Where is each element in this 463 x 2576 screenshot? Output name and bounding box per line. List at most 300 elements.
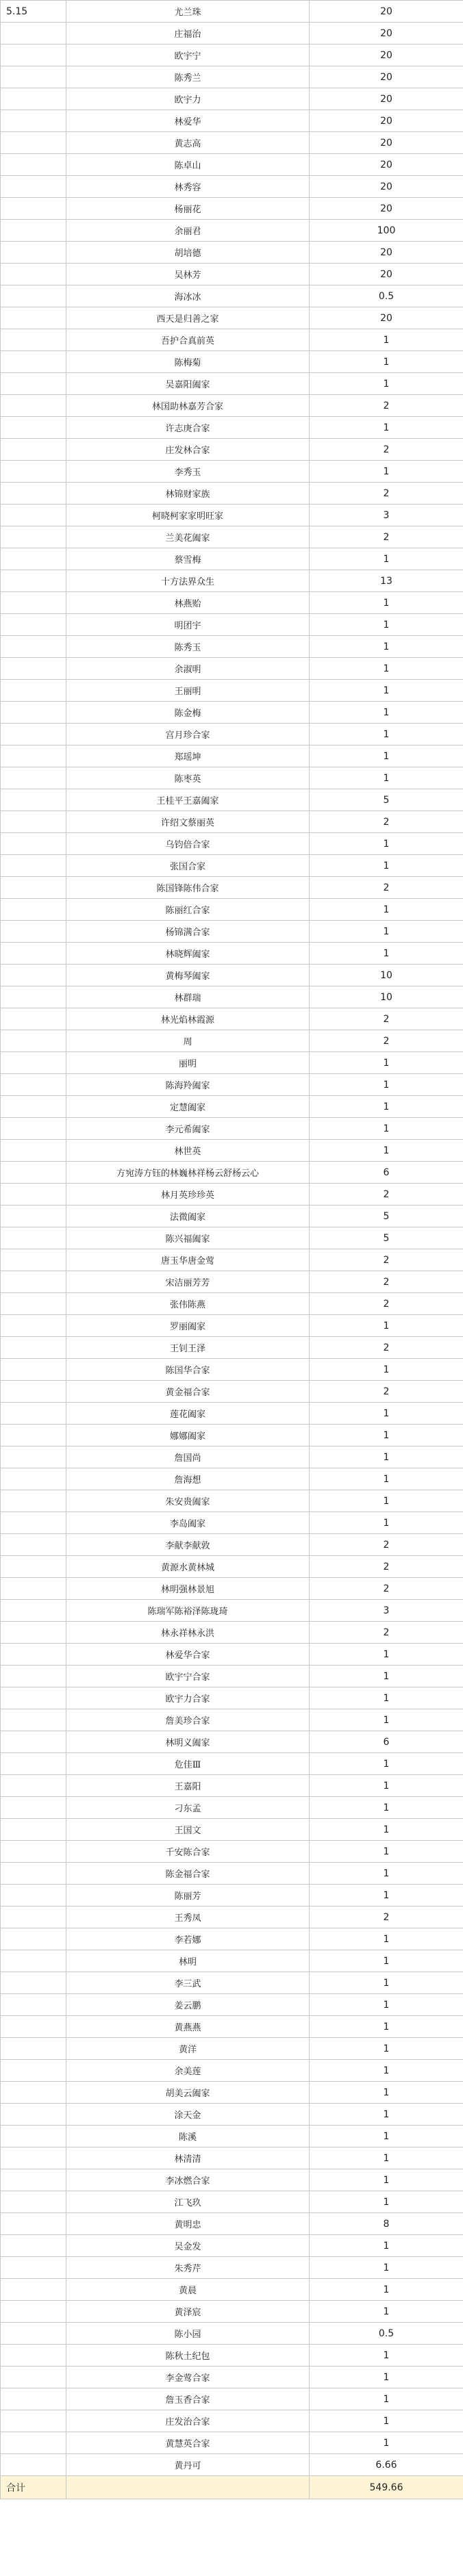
row-date-cell [1,1731,66,1753]
table-row [1,1381,463,1403]
table-row [1,1,463,23]
amount-cell: 2 [310,483,463,505]
table-row [1,877,463,899]
row-date-cell [1,2301,66,2323]
amount-cell: 20 [310,66,463,88]
donor-name-cell: 朱秀芹 [66,2257,310,2279]
amount-cell: 1 [310,1666,463,1687]
donor-name-cell: 陈小园 [66,2323,310,2345]
donor-name-cell: 詹美珍合家 [66,1709,310,1731]
donor-name-cell: 刁东孟 [66,1797,310,1819]
row-date-cell [1,1928,66,1950]
donor-name-cell: 胡美云阖家 [66,2082,310,2104]
donor-name-cell: 林世英 [66,1140,310,1162]
table-row [1,2038,463,2060]
amount-cell: 1 [310,1950,463,1972]
row-date-cell [1,44,66,66]
row-date-cell [1,811,66,833]
amount-cell: 2 [310,1008,463,1030]
amount-cell: 1 [310,2191,463,2213]
row-date-cell [1,154,66,176]
donor-name-cell: 尤兰珠 [66,1,310,23]
amount-cell: 20 [310,198,463,220]
amount-cell: 1 [310,1425,463,1446]
amount-cell: 20 [310,132,463,154]
row-date-cell [1,1534,66,1556]
row-date-cell [1,23,66,44]
amount-cell: 5 [310,1227,463,1249]
table-row [1,899,463,921]
row-date-cell [1,2257,66,2279]
row-date-cell: 5.15 [1,1,66,23]
donor-name-cell: 黄梅琴阖家 [66,965,310,986]
row-date-cell [1,1118,66,1140]
row-date-cell [1,483,66,505]
table-row [1,614,463,636]
amount-cell: 2 [310,1622,463,1644]
row-date-cell [1,877,66,899]
table-row [1,1096,463,1118]
table-row [1,373,463,395]
amount-cell: 1 [310,2410,463,2432]
amount-cell: 1 [310,1972,463,1994]
table-row [1,1731,463,1753]
donor-name-cell: 陈枣英 [66,767,310,789]
donor-name-cell: 林明 [66,1950,310,1972]
row-date-cell [1,2082,66,2104]
amount-cell: 20 [310,23,463,44]
table-row [1,1184,463,1206]
table-row [1,154,463,176]
table-row [1,1556,463,1578]
amount-cell: 2 [310,439,463,461]
donor-name-cell: 欧宇宁 [66,44,310,66]
amount-cell: 1 [310,2038,463,2060]
donor-name-cell: 林明强林景旭 [66,1578,310,1600]
row-date-cell [1,1600,66,1622]
amount-cell: 13 [310,570,463,592]
row-date-cell [1,2323,66,2345]
donor-name-cell: 欧宇宁合家 [66,1666,310,1687]
donor-name-cell: 林群瑞 [66,986,310,1008]
row-date-cell [1,264,66,285]
amount-cell: 1 [310,921,463,943]
amount-cell: 6 [310,1162,463,1184]
row-date-cell [1,570,66,592]
row-date-cell [1,2038,66,2060]
amount-cell: 20 [310,264,463,285]
amount-cell: 1 [310,1797,463,1819]
table-row [1,2235,463,2257]
row-date-cell [1,899,66,921]
table-row [1,2301,463,2323]
row-date-cell [1,110,66,132]
table-row [1,2279,463,2301]
table-row [1,2191,463,2213]
table-row [1,1841,463,1863]
table-row [1,1206,463,1227]
donor-name-cell: 李金莺合家 [66,2367,310,2388]
donor-name-cell: 詹国尚 [66,1446,310,1468]
donor-name-cell: 黄泽宸 [66,2301,310,2323]
donor-name-cell: 王钊王泽 [66,1337,310,1359]
table-row [1,986,463,1008]
row-date-cell [1,417,66,439]
donor-name-cell: 陈金福合家 [66,1863,310,1885]
donor-name-cell: 黄洋 [66,2038,310,2060]
amount-cell: 5 [310,1206,463,1227]
donor-name-cell: 张国合家 [66,855,310,877]
table-row [1,767,463,789]
amount-cell: 1 [310,1709,463,1731]
amount-cell: 1 [310,1863,463,1885]
table-row [1,1249,463,1271]
donor-name-cell: 西天是归善之家 [66,307,310,329]
row-date-cell [1,1753,66,1775]
donor-name-cell: 林锦财家族 [66,483,310,505]
table-row [1,1425,463,1446]
amount-cell: 5 [310,789,463,811]
table-row [1,1972,463,1994]
table-row [1,745,463,767]
donor-name-cell: 杨锦满合家 [66,921,310,943]
donor-name-cell: 陈秀兰 [66,66,310,88]
row-date-cell [1,1206,66,1227]
amount-cell: 1 [310,724,463,745]
amount-cell: 1 [310,2388,463,2410]
donor-name-cell: 十方法界众生 [66,570,310,592]
table-row [1,1315,463,1337]
table-row [1,505,463,526]
row-date-cell [1,680,66,702]
amount-cell: 1 [310,1885,463,1907]
amount-cell: 1 [310,417,463,439]
amount-cell: 2 [310,1556,463,1578]
table-row [1,1622,463,1644]
amount-cell: 1 [310,2345,463,2367]
donor-name-cell: 周 [66,1030,310,1052]
row-date-cell [1,1162,66,1184]
row-date-cell [1,1666,66,1687]
row-date-cell [1,2432,66,2454]
donor-name-cell: 朱安贵阖家 [66,1490,310,1512]
donor-name-cell: 陈溪 [66,2126,310,2147]
table-row [1,44,463,66]
donor-name-cell: 江飞玖 [66,2191,310,2213]
table-row [1,1709,463,1731]
table-row [1,2257,463,2279]
table-row [1,198,463,220]
donor-name-cell: 黄丹可 [66,2454,310,2476]
amount-cell: 1 [310,2301,463,2323]
row-date-cell [1,2147,66,2169]
amount-cell: 2 [310,1030,463,1052]
amount-cell: 2 [310,877,463,899]
donor-name-cell: 陈丽芳 [66,1885,310,1907]
row-date-cell [1,767,66,789]
row-date-cell [1,220,66,242]
table-row [1,1490,463,1512]
amount-cell: 1 [310,2367,463,2388]
amount-cell: 1 [310,614,463,636]
table-row [1,943,463,965]
amount-cell: 1 [310,702,463,724]
amount-cell: 2 [310,1381,463,1403]
donor-name-cell: 许志庚合家 [66,417,310,439]
row-date-cell [1,2213,66,2235]
donor-name-cell: 黄源水黄林城 [66,1556,310,1578]
donor-name-cell: 莲花阖家 [66,1403,310,1425]
amount-cell: 2 [310,811,463,833]
donor-name-cell: 吴林芳 [66,264,310,285]
table-row [1,965,463,986]
row-date-cell [1,1994,66,2016]
amount-cell: 2 [310,395,463,417]
donor-name-cell: 丽明 [66,1052,310,1074]
row-date-cell [1,1885,66,1907]
row-date-cell [1,1271,66,1293]
amount-cell: 20 [310,242,463,264]
donor-name-cell: 林光焰林霞源 [66,1008,310,1030]
donor-name-cell: 胡培德 [66,242,310,264]
table-row [1,1227,463,1249]
row-date-cell [1,1425,66,1446]
donor-name-cell: 陈丽红合家 [66,899,310,921]
donor-name-cell: 陈兴福阖家 [66,1227,310,1249]
table-row [1,2147,463,2169]
table-row [1,2432,463,2454]
table-row [1,789,463,811]
amount-cell: 2 [310,1184,463,1206]
donor-name-cell: 庄发治合家 [66,2410,310,2432]
table-row [1,1928,463,1950]
row-date-cell [1,1293,66,1315]
amount-cell: 1 [310,1819,463,1841]
table-row [1,1534,463,1556]
amount-cell: 1 [310,2104,463,2126]
amount-cell: 0.5 [310,2323,463,2345]
donor-name-cell: 李元希阖家 [66,1118,310,1140]
row-date-cell [1,1403,66,1425]
table-row [1,2169,463,2191]
table-row [1,351,463,373]
amount-cell: 1 [310,1118,463,1140]
row-date-cell [1,176,66,198]
amount-cell: 6.66 [310,2454,463,2476]
amount-cell: 1 [310,1468,463,1490]
donor-name-cell: 陈卓山 [66,154,310,176]
donor-name-cell: 李献李献敦 [66,1534,310,1556]
row-date-cell [1,833,66,855]
donor-name-cell: 吾护合真前英 [66,329,310,351]
row-date-cell [1,724,66,745]
donor-name-cell: 欧宇力 [66,88,310,110]
amount-cell: 0.5 [310,285,463,307]
table-row [1,636,463,658]
donor-name-cell: 李三武 [66,1972,310,1994]
donor-name-cell: 黄明忠 [66,2213,310,2235]
donor-name-cell: 陈秋土纪包 [66,2345,310,2367]
table-row [1,1446,463,1468]
table-row [1,2454,463,2476]
row-date-cell [1,1709,66,1731]
donor-name-cell: 林秀容 [66,176,310,198]
amount-cell: 2 [310,526,463,548]
donor-name-cell: 罗丽阖家 [66,1315,310,1337]
amount-cell: 2 [310,1337,463,1359]
row-date-cell [1,505,66,526]
row-date-cell [1,1512,66,1534]
amount-cell: 2 [310,1271,463,1293]
row-date-cell [1,395,66,417]
donor-name-cell: 王桂平王嘉阖家 [66,789,310,811]
amount-cell: 1 [310,592,463,614]
row-date-cell [1,2235,66,2257]
amount-cell: 20 [310,88,463,110]
total-row [1,2476,463,2499]
donor-name-cell: 陈秀玉 [66,636,310,658]
amount-cell: 1 [310,767,463,789]
total-name-cell [66,2476,310,2499]
amount-cell: 1 [310,1644,463,1666]
row-date-cell [1,1841,66,1863]
amount-cell: 1 [310,1140,463,1162]
table-row [1,395,463,417]
row-date-cell [1,789,66,811]
table-row [1,592,463,614]
amount-cell: 1 [310,1052,463,1074]
donor-name-cell: 郑瑶坤 [66,745,310,767]
row-date-cell [1,965,66,986]
row-date-cell [1,66,66,88]
amount-cell: 1 [310,745,463,767]
table-row [1,1950,463,1972]
table-row [1,307,463,329]
amount-cell: 1 [310,2016,463,2038]
row-date-cell [1,198,66,220]
row-date-cell [1,2454,66,2476]
amount-cell: 1 [310,2257,463,2279]
amount-cell: 20 [310,307,463,329]
donor-name-cell: 王嘉阳 [66,1775,310,1797]
donor-name-cell: 陈国华合家 [66,1359,310,1381]
row-date-cell [1,2345,66,2367]
amount-cell: 1 [310,833,463,855]
amount-cell: 10 [310,965,463,986]
row-date-cell [1,2279,66,2301]
table-row [1,1600,463,1622]
table-row [1,1030,463,1052]
row-date-cell [1,548,66,570]
donor-name-cell: 许绍文蔡丽英 [66,811,310,833]
table-row [1,2345,463,2367]
donor-name-cell: 李冰燃合家 [66,2169,310,2191]
row-date-cell [1,658,66,680]
amount-cell: 20 [310,176,463,198]
donor-name-cell: 危佳Ⅲ [66,1753,310,1775]
table-row [1,2060,463,2082]
amount-cell: 20 [310,1,463,23]
row-date-cell [1,2060,66,2082]
row-date-cell [1,285,66,307]
row-date-cell [1,1863,66,1885]
donor-name-cell: 林晓辉阖家 [66,943,310,965]
row-date-cell [1,461,66,483]
row-date-cell [1,1052,66,1074]
row-date-cell [1,921,66,943]
table-row [1,1403,463,1425]
amount-cell: 1 [310,899,463,921]
donor-name-cell: 法微阖家 [66,1206,310,1227]
donor-name-cell: 千安陈合家 [66,1841,310,1863]
row-date-cell [1,1096,66,1118]
amount-cell: 6 [310,1731,463,1753]
row-date-cell [1,1008,66,1030]
donor-name-cell: 吴嘉阳阖家 [66,373,310,395]
table-row [1,702,463,724]
donor-name-cell: 林清清 [66,2147,310,2169]
ledger-body [1,1,463,2476]
amount-cell: 1 [310,461,463,483]
row-date-cell [1,132,66,154]
table-row [1,724,463,745]
donor-name-cell: 余丽君 [66,220,310,242]
row-date-cell [1,1578,66,1600]
donor-name-cell: 庄福治 [66,23,310,44]
table-row [1,2126,463,2147]
amount-cell: 2 [310,1578,463,1600]
row-date-cell [1,373,66,395]
table-row [1,570,463,592]
amount-cell: 1 [310,1403,463,1425]
table-row [1,526,463,548]
donor-name-cell: 乌钧倍合家 [66,833,310,855]
table-row [1,2213,463,2235]
table-row [1,2104,463,2126]
table-row [1,2082,463,2104]
row-date-cell [1,1249,66,1271]
table-row [1,220,463,242]
row-date-cell [1,1775,66,1797]
donor-name-cell: 王国文 [66,1819,310,1841]
amount-cell: 1 [310,1841,463,1863]
table-row [1,1140,463,1162]
amount-cell: 1 [310,1315,463,1337]
amount-cell: 2 [310,1293,463,1315]
row-date-cell [1,351,66,373]
amount-cell: 3 [310,505,463,526]
row-date-cell [1,1907,66,1928]
row-date-cell [1,2126,66,2147]
amount-cell: 20 [310,110,463,132]
donor-name-cell: 唐玉华唐金莺 [66,1249,310,1271]
donor-name-cell: 庄发林合家 [66,439,310,461]
table-row [1,176,463,198]
amount-cell: 2 [310,1907,463,1928]
table-row [1,1578,463,1600]
donor-name-cell: 黄晨 [66,2279,310,2301]
amount-cell: 1 [310,1096,463,1118]
table-row [1,439,463,461]
row-date-cell [1,1797,66,1819]
row-date-cell [1,307,66,329]
row-date-cell [1,1687,66,1709]
row-date-cell [1,1468,66,1490]
table-row [1,855,463,877]
amount-cell: 1 [310,1687,463,1709]
table-row [1,242,463,264]
table-row [1,2410,463,2432]
